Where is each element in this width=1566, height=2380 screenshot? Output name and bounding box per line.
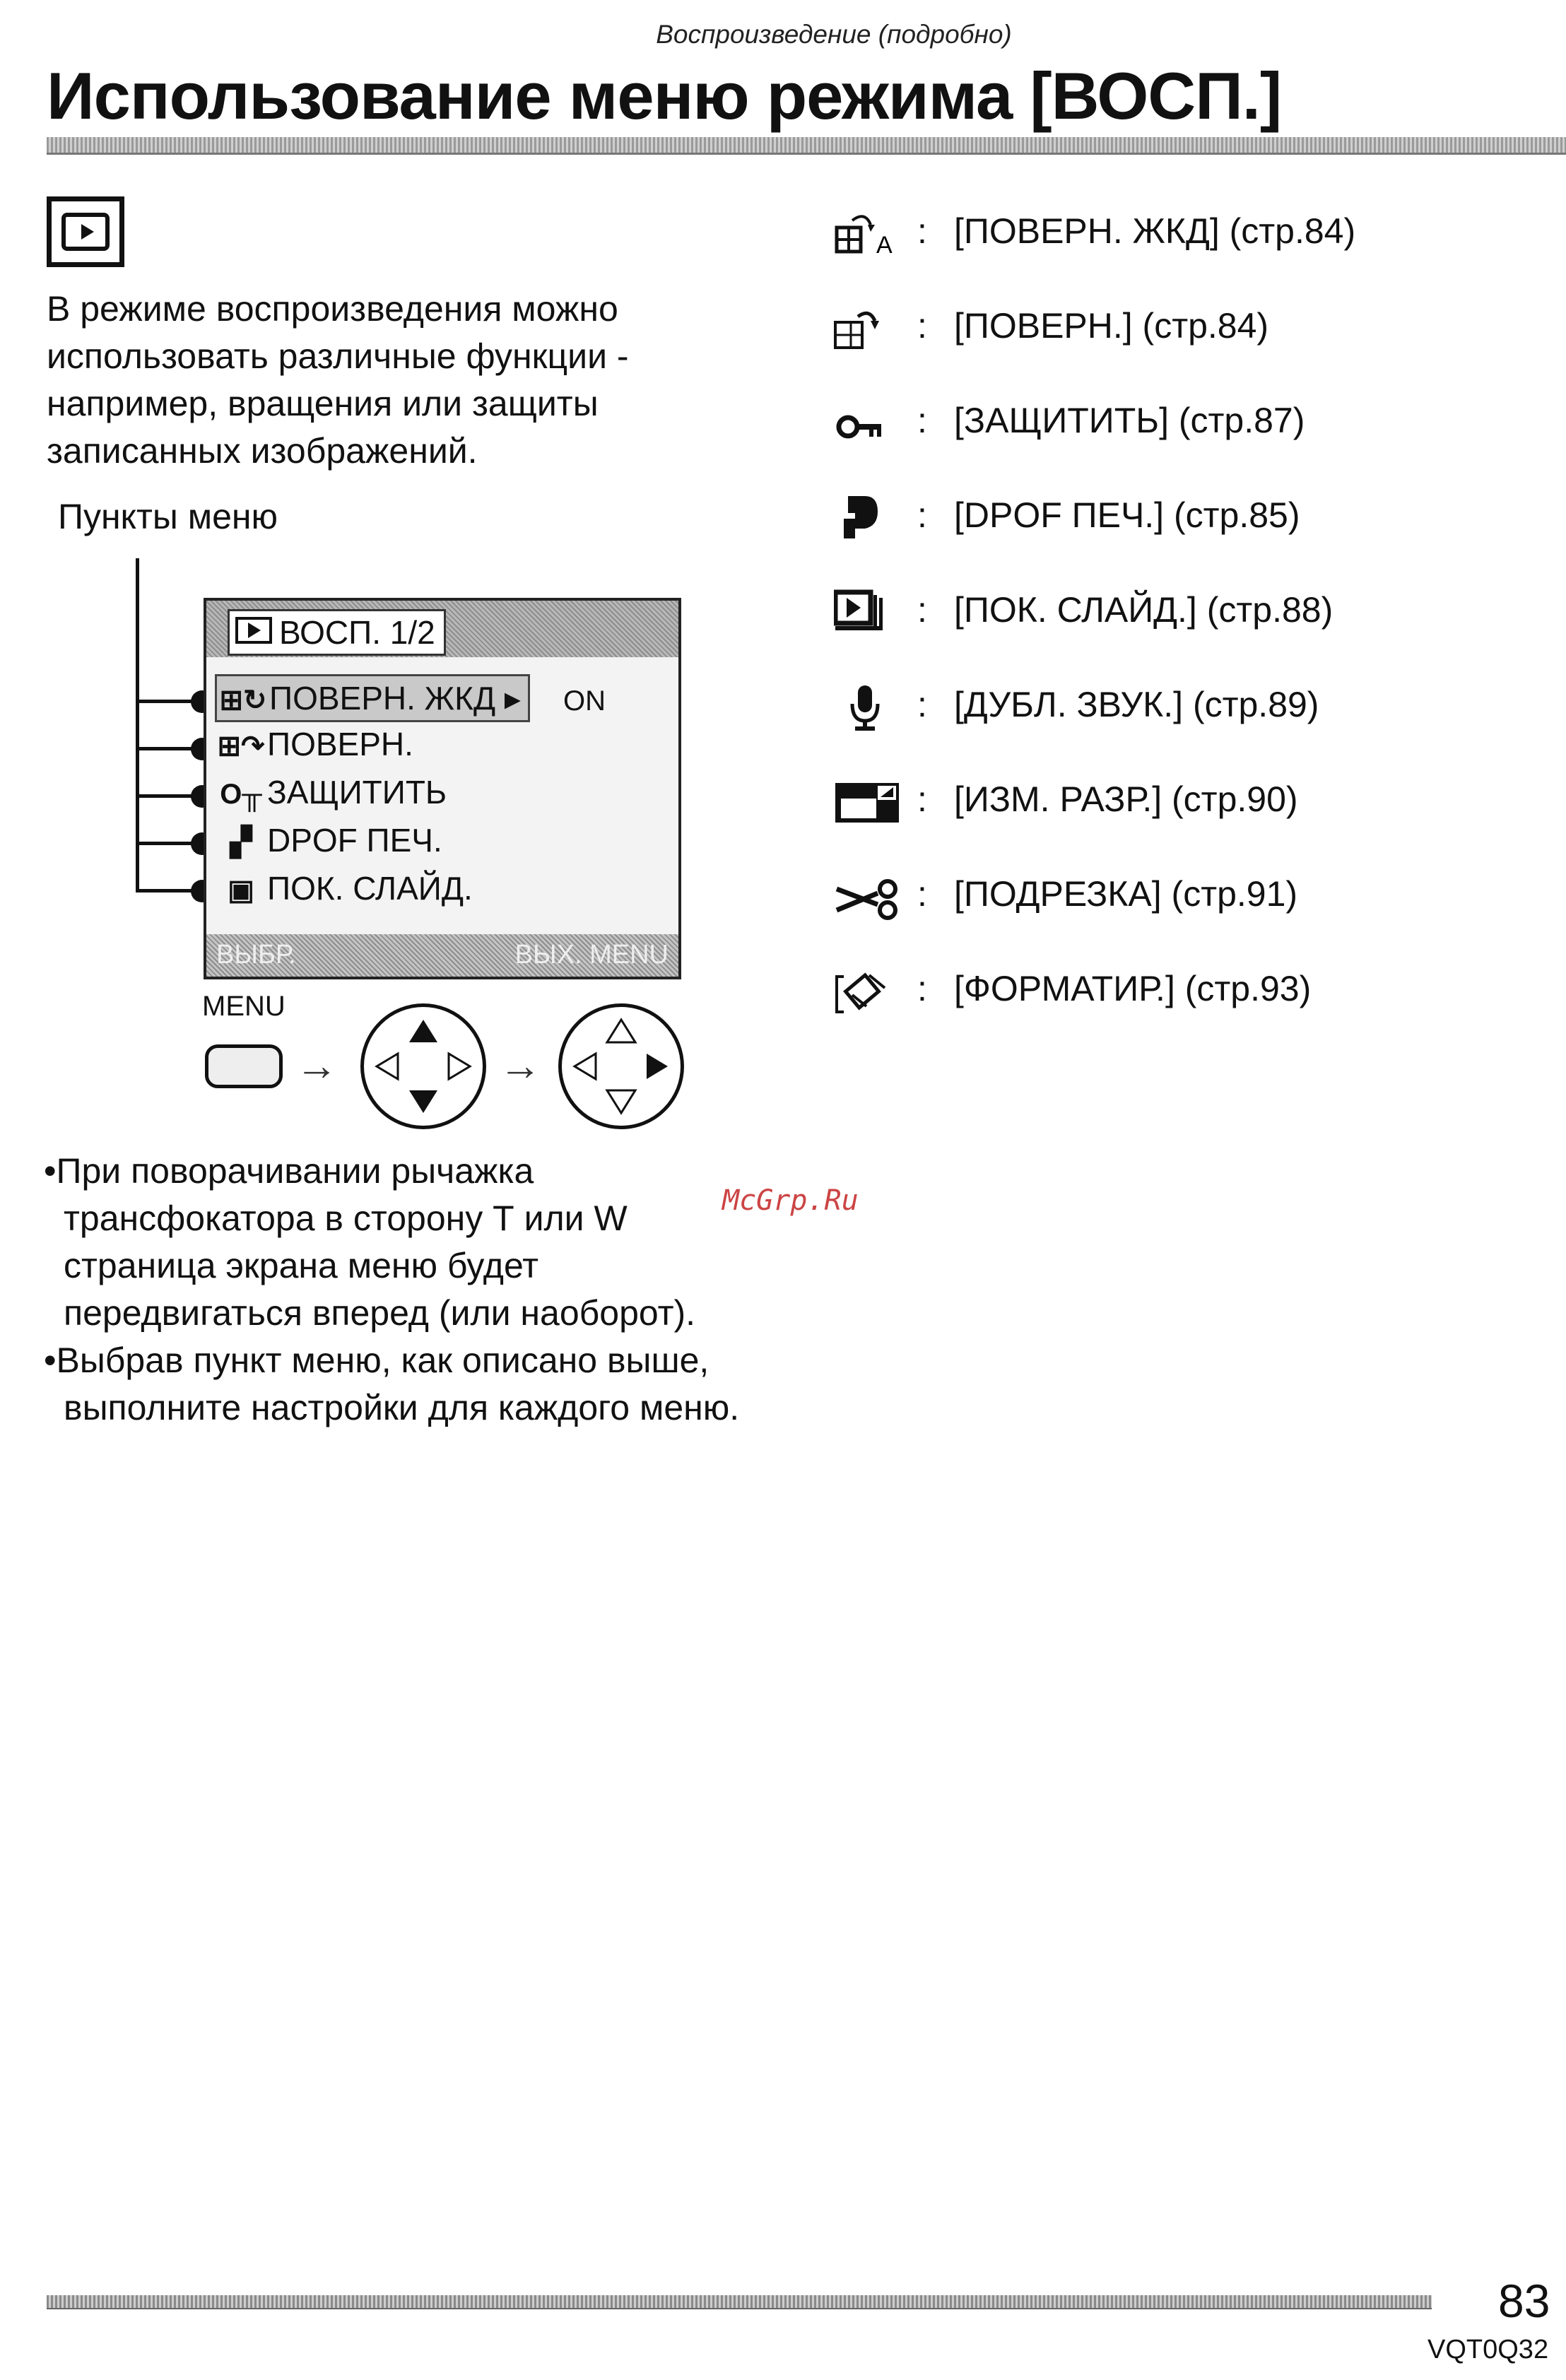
lcd-value-on: ON [563,685,606,717]
microphone-icon [834,683,912,731]
play-icon [235,617,272,644]
lcd-header [206,601,678,657]
dpof-print-icon: ▞ [230,827,252,858]
scissors-icon [834,872,912,920]
rotate-lcd-icon [834,209,912,257]
note-item: •При поворачивании рычажка трансфокатора в сторону Т или W страница экрана меню будет передвигаться вперед (или наоборот). [44,1151,696,1333]
arrow-right-icon: → [295,1042,338,1089]
notes [44,1148,779,1432]
page-number: 83 [1498,2275,1550,2327]
watermark: McGrp.Ru [722,1184,859,1217]
page-title: Использование меню режима [ВОСП.] [47,59,1282,133]
title-divider [47,137,1566,155]
dpof-print-icon [834,493,912,541]
slideshow-icon [834,588,912,636]
lcd-title: ВОСП. 1/2 [228,609,446,656]
format-eraser-icon [834,967,912,1015]
ref-audio-dub[interactable]: : [ДУБЛ. ЗВУК.] (стр.89) [834,678,1541,735]
protect-key-icon: O╥ [220,779,262,810]
lcd-row-protect[interactable]: O╥ ЗАЩИТИТЬ [215,770,447,814]
dpad-up-down[interactable] [360,1003,486,1129]
rotate-icon [834,304,912,352]
lcd-row-slideshow[interactable]: ▣ ПОК. СЛАЙД. [215,866,473,910]
lcd-menu-screen [204,598,681,979]
ref-resize[interactable]: : [ИЗМ. РАЗР.] (стр.90) [834,773,1541,830]
resize-icon [834,777,912,825]
lcd-footer-exit: ВЫХ. MENU [514,940,669,970]
note-item: •Выбрав пункт меню, как описано выше, выполните настройки для каждого меню. [44,1341,740,1427]
ref-rotate[interactable]: : [ПОВЕРН.] (стр.84) [834,300,1541,356]
lcd-row-dpof[interactable]: ▞ DPOF ПЕЧ. [215,818,442,862]
slideshow-icon: ▣ [228,875,254,906]
svg-text:A: A [876,232,893,257]
lcd-row-rotate[interactable]: ⊞↷ПОВЕРН. [215,722,413,766]
protect-key-icon [834,399,912,447]
lcd-footer-select: ВЫБР. [216,940,296,970]
menu-button-caption: MENU [202,991,285,1022]
arrow-right-icon: → [499,1042,541,1089]
ref-format[interactable]: : [ФОРМАТИР.] (стр.93) [834,962,1541,1019]
rotate-icon: ⊞↷ [217,731,265,762]
lcd-footer [206,934,678,977]
ref-protect[interactable]: : [ЗАЩИТИТЬ] (стр.87) [834,394,1541,451]
ref-slideshow[interactable]: : [ПОК. СЛАЙД.] (стр.88) [834,584,1541,640]
playback-mode-icon [47,196,124,267]
rotate-lcd-icon: ⊞↻ [219,685,267,716]
model-code: VQT0Q32 [1427,2335,1549,2364]
intro-paragraph: В режиме воспроизведения можно использовать различные функции - например, вращения или защиты записанных изображений. [47,289,629,471]
ref-dpof[interactable]: : [DPOF ПЕЧ.] (стр.85) [834,489,1541,546]
ref-rotate-lcd[interactable]: A : [ПОВЕРН. ЖКД] (стр.84) [834,205,1541,261]
menu-button[interactable] [205,1044,283,1088]
menu-items-label: Пункты меню [58,497,278,536]
section-label: Воспроизведение (подробно) [656,20,1012,49]
dpad-right[interactable] [558,1003,684,1129]
lcd-row-rotate-lcd[interactable]: ⊞↻ПОВЕРН. ЖКД ▸ [215,674,530,722]
footer-divider [47,2295,1432,2309]
connector-line [136,558,139,890]
ref-trimming[interactable]: : [ПОДРЕЗКА] (стр.91) [834,868,1541,924]
